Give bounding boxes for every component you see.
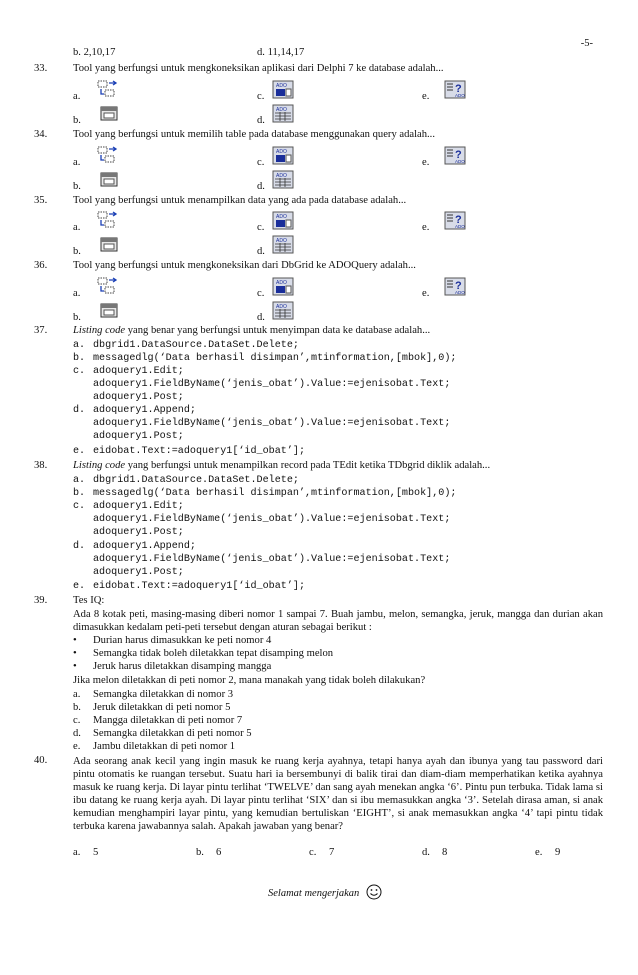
q38-option-d: [73, 541, 196, 552]
bullet-text: Durian harus dimasukkan ke peti nomor 4: [93, 635, 272, 646]
option-text: Jambu diletakkan di peti nomor 1: [93, 741, 236, 752]
code-line: adoquery1.Edit;: [93, 501, 184, 512]
bullet-text: Semangka tidak boleh diletakkan tepat disamping melon: [93, 648, 334, 659]
q36-option-e: e.: [422, 288, 430, 299]
q35-option-c: c.: [257, 222, 265, 233]
connection-icon: [97, 277, 119, 296]
ado-grid-icon: [272, 104, 294, 123]
q37-rest: yang benar yang berfungsi untuk menyimpan data ke database adalah...: [125, 325, 431, 336]
q38-rest: yang berfungsi untuk menampilkan record pada TEdit ketika TDbgrid diklik adalah...: [125, 460, 491, 471]
ado-help-icon: [444, 211, 466, 230]
option-letter: c.: [73, 366, 86, 377]
q37-option-c: [73, 366, 184, 377]
ado-grid-icon: [272, 301, 294, 320]
q36-text: Tool yang berfungsi untuk mengkoneksikan dari DbGrid ke ADOQuery adalah...: [73, 260, 416, 271]
q40-option-a: [73, 847, 98, 858]
q39-bullet: [73, 661, 271, 672]
option-letter: d.: [73, 728, 81, 739]
q39-bullet: [73, 648, 333, 659]
option-letter: e.: [73, 581, 86, 592]
ado-help-icon: [444, 277, 466, 296]
q38-option-c: [73, 501, 184, 512]
option-value: 7: [329, 847, 335, 858]
option-value: 6: [216, 847, 222, 858]
q38-option-e: [73, 581, 305, 592]
q34-option-e: e.: [422, 157, 430, 168]
bullet-text: Jeruk harus diletakkan disamping mangga: [93, 661, 272, 672]
connection-icon: [97, 146, 119, 165]
code-line: adoquery1.Post;: [93, 527, 184, 538]
q33-option-c: c.: [257, 91, 265, 102]
q35-option-a: a.: [73, 222, 81, 233]
option-letter: a.: [73, 475, 86, 486]
footer: [268, 884, 382, 903]
bullet-icon: •: [73, 648, 77, 659]
q40-option-b: [196, 847, 221, 858]
q34-option-d: d.: [257, 181, 265, 192]
q33-option-d: d.: [257, 115, 265, 126]
q33-option-e: e.: [422, 91, 430, 102]
prev-option-b: b. 2,10,17: [73, 47, 116, 58]
q39-title: Tes IQ:: [73, 595, 105, 606]
connection-icon: [97, 80, 119, 99]
q35-option-b: b.: [73, 246, 81, 257]
q39-option: [73, 741, 235, 752]
option-letter: a.: [73, 340, 86, 351]
option-letter: a.: [73, 847, 81, 858]
q38-option-b: [73, 488, 456, 499]
ado-query-icon: [272, 277, 294, 296]
q36-option-b: b.: [73, 312, 81, 323]
option-letter: e.: [73, 446, 86, 457]
option-letter: d.: [73, 405, 86, 416]
code-line: adoquery1.Edit;: [93, 366, 184, 377]
code-line: dbgrid1.DataSource.DataSet.Delete;: [93, 475, 299, 486]
q37-number: 37.: [34, 325, 48, 336]
page-number: -5-: [580, 38, 593, 49]
window-icon: [99, 170, 121, 189]
option-letter: b.: [73, 353, 86, 364]
code-line: adoquery1.Append;: [93, 405, 196, 416]
option-letter: e.: [535, 847, 543, 858]
q40-option-e: [535, 847, 560, 858]
q38-text: [73, 460, 490, 471]
option-letter: e.: [73, 741, 81, 752]
code-line: adoquery1.Append;: [93, 541, 196, 552]
code-line: messagedlg(‘Data berhasil disimpan’,mtinformation,[mbok],0);: [93, 353, 457, 364]
q34-option-b: b.: [73, 181, 81, 192]
window-icon: [99, 301, 121, 320]
q38-emphasis: Listing code: [73, 460, 126, 471]
option-letter: b.: [196, 847, 204, 858]
q39-question: Jika melon diletakkan di peti nomor 2, mana manakah yang tidak boleh dilakukan?: [73, 675, 426, 686]
q38-number: 38.: [34, 460, 48, 471]
q39-option: [73, 715, 242, 726]
ado-grid-icon: [272, 235, 294, 254]
ado-query-icon: [272, 80, 294, 99]
bullet-icon: •: [73, 661, 77, 672]
code-line: dbgrid1.DataSource.DataSet.Delete;: [93, 340, 299, 351]
q39-option: [73, 689, 233, 700]
q36-option-d: d.: [257, 312, 265, 323]
q37-option-e: [73, 446, 305, 457]
ado-grid-icon: [272, 170, 294, 189]
code-line: adoquery1.Post;: [93, 567, 184, 578]
q37-text: [73, 325, 430, 336]
option-text: Jeruk diletakkan di peti nomor 5: [93, 702, 231, 713]
option-text: Mangga diletakkan di peti nomor 7: [93, 715, 243, 726]
q33-text: Tool yang berfungsi untuk mengkoneksikan aplikasi dari Delphi 7 ke database adalah...: [73, 63, 444, 74]
q36-option-a: a.: [73, 288, 81, 299]
q34-number: 34.: [34, 129, 48, 140]
option-text: Semangka diletakkan di peti nomor 5: [93, 728, 252, 739]
q34-option-c: c.: [257, 157, 265, 168]
q35-option-d: d.: [257, 246, 265, 257]
smiley-icon: [366, 884, 382, 903]
q37-option-a: [73, 340, 299, 351]
q37-option-b: [73, 353, 456, 364]
q38-option-a: [73, 475, 299, 486]
option-letter: c.: [309, 847, 317, 858]
footer-text: Selamat mengerjakan: [268, 887, 360, 899]
option-letter: c.: [73, 501, 86, 512]
ado-help-icon: [444, 146, 466, 165]
q37-emphasis: Listing code: [73, 325, 126, 336]
code-line: adoquery1.FieldByName(‘jenis_obat’).Value:=ejenisobat.Text;: [93, 554, 451, 565]
q37-option-d: [73, 405, 196, 416]
option-value: 8: [442, 847, 448, 858]
window-icon: [99, 104, 121, 123]
code-line: eidobat.Text:=adoquery1[‘id_obat’];: [93, 446, 306, 457]
option-letter: b.: [73, 702, 81, 713]
option-value: 5: [93, 847, 99, 858]
q39-intro: Ada 8 kotak peti, masing-masing diberi nomor 1 sampai 7. Buah jambu, melon, semangka, jeruk, mangga dan durian akan dimasukkan kedalam peti-peti tersebut dengan aturan sebagai berikut :: [73, 609, 603, 634]
bullet-icon: •: [73, 635, 77, 646]
q35-option-e: e.: [422, 222, 430, 233]
option-text: Semangka diletakkan di nomor 3: [93, 689, 234, 700]
option-letter: d.: [422, 847, 430, 858]
q33-number: 33.: [34, 63, 48, 74]
q36-option-c: c.: [257, 288, 265, 299]
q39-option: [73, 702, 230, 713]
code-line: messagedlg(‘Data berhasil disimpan’,mtinformation,[mbok],0);: [93, 488, 457, 499]
ado-query-icon: [272, 211, 294, 230]
q40-option-d: [422, 847, 447, 858]
q39-bullet: [73, 635, 271, 646]
option-letter: a.: [73, 689, 81, 700]
q39-number: 39.: [34, 595, 48, 606]
code-line: adoquery1.FieldByName(‘jenis_obat’).Value:=ejenisobat.Text;: [93, 379, 451, 390]
q40-option-c: [309, 847, 334, 858]
q35-text: Tool yang berfungsi untuk menampilkan data yang ada pada database adalah...: [73, 195, 407, 206]
q39-option: [73, 728, 252, 739]
q40-number: 40.: [34, 755, 48, 766]
q35-number: 35.: [34, 195, 48, 206]
ado-help-icon: [444, 80, 466, 99]
q33-option-a: a.: [73, 91, 81, 102]
q36-number: 36.: [34, 260, 48, 271]
q33-option-b: b.: [73, 115, 81, 126]
q34-option-a: a.: [73, 157, 81, 168]
option-value: 9: [555, 847, 561, 858]
option-letter: c.: [73, 715, 81, 726]
code-line: eidobat.Text:=adoquery1[‘id_obat’];: [93, 581, 306, 592]
q40-text: Ada seorang anak kecil yang ingin masuk ke ruang kerja ayahnya, tetapi hanya ayah dan ibunya yang tau password dari pintu otomatis ke ruangan tersebut. Suatu hari ia bersembunyi di balik tirai dan diam-diam memperhatikan ketika ayahnya masuk ke ruang kerja. Di layar pintu terlihat ‘TWELVE’ dan sang ayah menekan angka ‘6’. Pintu pun terbuka. Tidak lama si ibu datang ke ruang kerja ayah. Di layar pintu terlihat ‘SIX’ dan si ibu memasukkan angka ‘3’. Setelah dirasa aman, si anak kemudian menghampiri layar pintu, yang kemudian bertuliskan ‘EIGHT’, si anak memasukkan angka ‘4’ tapi pintu tidak terbuka karena jawabannya salah. Apakah jawaban yang benar?: [73, 756, 603, 833]
code-line: adoquery1.FieldByName(‘jenis_obat’).Value:=ejenisobat.Text;: [93, 418, 451, 429]
code-line: adoquery1.FieldByName(‘jenis_obat’).Value:=ejenisobat.Text;: [93, 514, 451, 525]
option-letter: d.: [73, 541, 86, 552]
q34-text: Tool yang berfungsi untuk memilih table pada database menggunakan query adalah...: [73, 129, 435, 140]
ado-query-icon: [272, 146, 294, 165]
code-line: adoquery1.Post;: [93, 392, 184, 403]
option-letter: b.: [73, 488, 86, 499]
window-icon: [99, 235, 121, 254]
code-line: adoquery1.Post;: [93, 431, 184, 442]
prev-option-d: d. 11,14,17: [257, 47, 305, 58]
connection-icon: [97, 211, 119, 230]
